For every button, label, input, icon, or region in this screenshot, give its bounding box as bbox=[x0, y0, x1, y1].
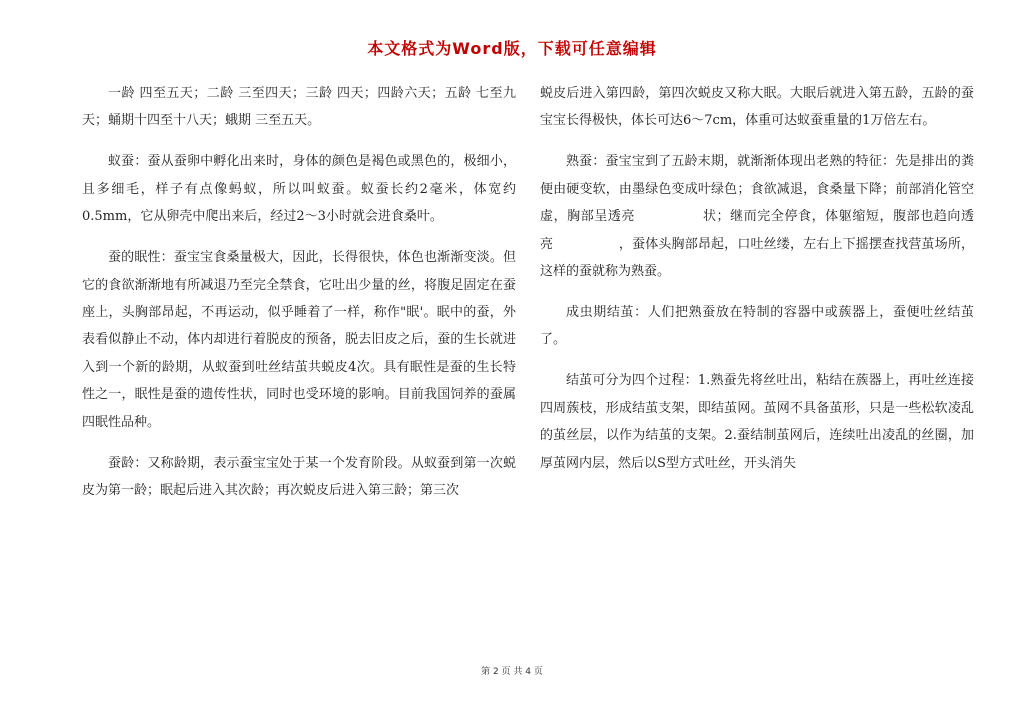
paragraph-cocoon-spinning: 成虫期结茧：人们把熟蚕放在特制的容器中或蔟器上，蚕便吐丝结茧了。 bbox=[540, 305, 974, 348]
page-number-footer: 第 2 页 共 4 页 bbox=[481, 667, 543, 677]
paragraph-stage-durations: 一龄 四至五天；二龄 三至四天；三龄 四天；四龄六天；五龄 七至九天；蛹期十四至十八天；蛾期 三至五天。 bbox=[82, 86, 516, 129]
paragraph-instar: 蚕龄：又称龄期，表示蚕宝宝处于某一个发育阶段。从蚁蚕到第一次蜕皮为第一龄；眠起后进入其次龄；再次蜕皮后进入第三龄；第三次 bbox=[82, 455, 516, 499]
document-banner: 本文格式为Word版，下载可任意编辑 bbox=[367, 39, 657, 58]
paragraph-instar-continued: 蜕皮后进入第四龄，第四次蜕皮又称大眠。大眠后就进入第五龄，五龄的蚕宝宝长得极快，体长可达6～7cm，体重可达蚁蚕重量的1万倍左右。 bbox=[540, 86, 974, 129]
paragraph-ant-silkworm: 蚁蚕：蚕从蚕卵中孵化出来时，身体的颜色是褐色或黑色的，极细小，且多细毛，样子有点像蚂蚁，所以叫蚁蚕。蚁蚕长约2毫米，体宽约0.5mm，它从卵壳中爬出来后，经过2～3小时就会进食桑叶。 bbox=[82, 154, 516, 225]
paragraph-molting-sleep: 蚕的眠性：蚕宝宝食桑量极大，因此，长得很快，体色也渐渐变淡。但它的食欲渐渐地有所减退乃至完全禁食，它吐出少量的丝，将腹足固定在蚕座上，头胸部昂起，不再运动，似乎睡着了一样，称作"眠'。眠中的蚕，外表看似静止不动，体内却进行着脱皮的预备，脱去旧皮之后，蚕的生长就进入到一个新的龄期，从蚁蚕到吐丝结茧共蜕皮4次。具有眠性是蚕的生长特性之一，眠性是蚕的遗传性状，同时也受环境的影响。目前我国饲养的蚕属四眠性品种。 bbox=[82, 250, 516, 430]
right-column bbox=[540, 80, 974, 491]
left-column bbox=[82, 80, 516, 518]
paragraph-cocoon-process: 结茧可分为四个过程：1.熟蚕先将丝吐出，粘结在蔟器上，再吐丝连接四周蔟枝，形成结茧支架，即结茧网。茧网不具备茧形，只是一些松软凌乱的茧丝层，以作为结茧的支架。2.蚕结制茧网后，连续吐出凌乱的丝圈，加厚茧网内层，然后以S型方式吐丝，开头消失 bbox=[540, 373, 974, 471]
paragraph-mature-silkworm: 熟蚕：蚕宝宝到了五龄末期，就渐渐体现出老熟的特征：先是排出的粪便由硬变软，由墨绿色变成叶绿色；食欲减退，食桑量下降；前部消化管空虚，胸部呈透亮 状；继而完全停食，体躯缩短，腹部也趋向透亮 ，蚕体头胸部昂起，口吐丝缕，左右上下摇摆查找营茧场所，这样的蚕就称为熟蚕。 bbox=[540, 154, 974, 280]
